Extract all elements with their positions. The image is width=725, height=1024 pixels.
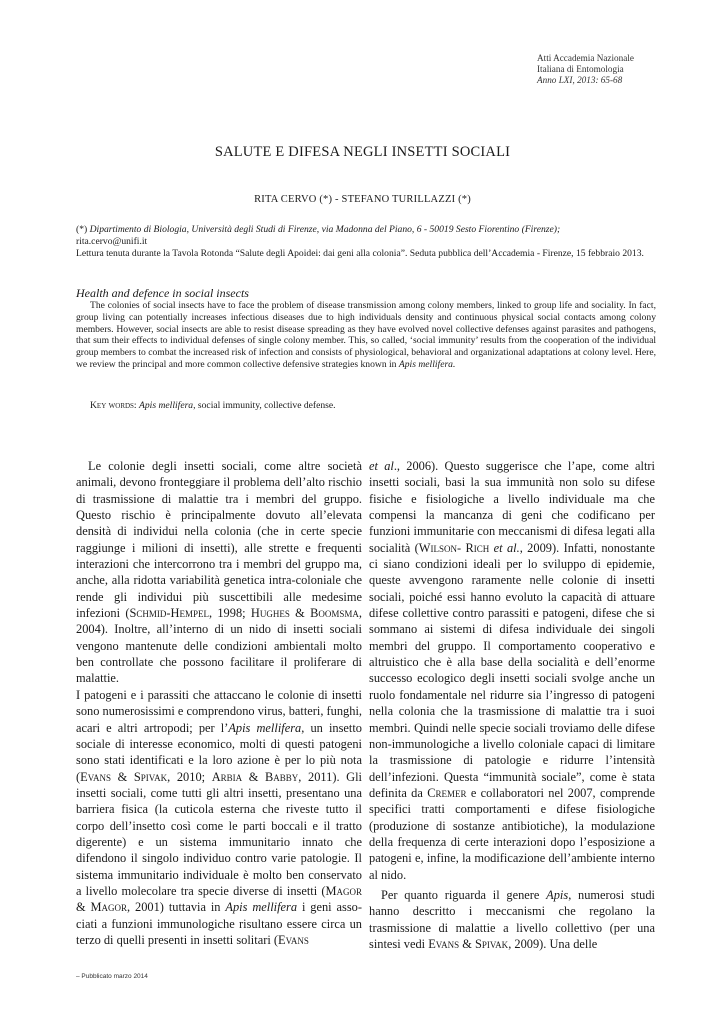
affiliation-note: Lettura tenuta durante la Tavola Rotonda “Salute degli Apoidei: dai geni alla colonia”. Seduta pubblica dell’Accademia - Firenze, 15 febbraio 2013. — [76, 247, 644, 259]
citation-author: Arbia & Babby — [211, 769, 299, 784]
body-text: , 2001) tuttavia in — [127, 900, 226, 915]
affiliation-mark: (*) — [76, 224, 88, 235]
body-text: , 2009). Una delle — [508, 936, 598, 951]
body-text: , 2010; — [167, 769, 212, 784]
body-text: , un insetto sociale di interesse economico, molti di questi patogeni sono stati identificati e la loro azione è per lo più nota ( — [76, 720, 362, 784]
abstract-heading: Health and defence in social insects — [76, 286, 249, 300]
body-column-left — [76, 458, 362, 948]
citation-author: Wilson- Rich — [418, 540, 494, 555]
citation-author: Evans & Spivak — [80, 769, 168, 784]
body-paragraph — [369, 887, 655, 952]
keywords-label: Key words: — [90, 400, 137, 411]
journal-line-2: Italiana di Entomologia — [537, 64, 624, 75]
citation-author: Magor & Magor — [76, 883, 362, 915]
body-text: , 1998; — [208, 606, 251, 621]
journal-header — [537, 53, 697, 87]
affiliation-email: rita.cervo@unifi.it — [76, 235, 148, 247]
body-text: Le colonie degli insetti sociali, come altre società animali, devono fronteggiare il problema dell’alto rischio di trasmissione di malattie tra i membri del gruppo. Questo rischio è principalmente dovuto all’elevata densità di individui nella colonia (che in certe specie raggiunge i milioni di insetti), alle strette e frequenti interazioni che intercorrono tra i membri del gruppo ma, anche, alla ridotta variabilità genetica intra-coloniale che rende gli individui più suscettibili alle medesime infezioni ( — [76, 459, 362, 621]
citation-etal: et al — [369, 459, 394, 473]
genus-name: Apis — [546, 887, 569, 902]
citation-author: Evans — [278, 932, 309, 947]
abstract-text — [76, 300, 656, 371]
body-text: I patogeni e i parassiti che attaccano le colonie di insetti sono numerosissimi e comprendono virus, batteri, funghi, acari e altri artropodi; per l’ — [76, 687, 362, 735]
body-paragraph — [369, 458, 655, 883]
body-text: , 2011). Gli insetti sociali, come tutti gli altri insetti, presentano una barriera fisica (la cuticola esterna che riveste tutto il corpo dell’insetto così come le parti boccali e il tratto digerente) e un sistema immunitario innato che difendono il singolo individuo contro varie patologie. Il sistema immunitario individuale è molto ben conservato a livello molecolare tra specie diverse di insetti ( — [76, 769, 362, 898]
paper-title: SALUTE E DIFESA NEGLI INSETTI SOCIALI — [214, 144, 511, 160]
abstract-body: The colonies of social insects have to face the problem of disease transmission among colony members, linked to group life and sociality. In fact, group living can potentially increases infectious diseases due to high individuals density and continuous physical social contacts among colony members. However, social insects are able to resist disease spreading as they have evolved novel collective defenses against parasites and pathogens, that sum their effects to individual defenses of single colony member. This, so called, ‘social immunity’ results from the cooperation of the individual group members to combat the increased risk of infection and consists of physiological, behavioral and organizational adaptations at colony level. Here, we review the principal and more common collective defensive strategies known in — [76, 300, 656, 370]
body-text: e collaboratori nel 2007, comprende specifici tratti comportamenti e difese fisiologiche (produzione di sostanze antibiotiche), la modulazione della frequenza di certe interazioni dopo l’esposizione a patogeni e, infine, la modificazione dell’ambiente interno al nido. — [369, 785, 655, 882]
citation-author: Evans & Spivak — [428, 936, 509, 951]
body-text: , numerosi studi hanno descritto i meccanismi che regolano la trasmissione di malattie a livello collettivo (per una sintesi vedi — [369, 887, 655, 951]
journal-line-1: Atti Accademia Nazionale — [537, 53, 634, 63]
citation-author: Cremer — [427, 785, 467, 800]
body-text: Per quanto riguarda il genere — [381, 887, 547, 902]
affiliation-block — [76, 224, 656, 259]
publication-footer: – Pubblicato marzo 2014 — [76, 973, 148, 980]
citation-author: Hughes & Boomsma — [250, 606, 359, 621]
keywords-line — [90, 400, 336, 411]
abstract-species: Apis mellifera. — [398, 358, 456, 370]
body-paragraph — [76, 458, 362, 687]
body-text: i geni associati a funzioni immunologiche risultano essere circa un terzo di quelli presenti in insetti solitari ( — [76, 900, 362, 947]
species-name: Apis mellifera — [228, 720, 302, 735]
journal-issue: Anno LXI, 2013: 65-68 — [537, 75, 623, 86]
citation-etal: et al. — [493, 540, 520, 555]
body-text: , 2004). Inoltre, all’interno di un nido di insetti sociali vengono mantenute delle condizioni ambientali molto ben controllate che possono facilitare il proliferare di malattie. — [76, 606, 362, 686]
paper-authors: RITA CERVO (*) - STEFANO TURILLAZZI (*) — [254, 194, 471, 205]
species-name: Apis mellifera — [225, 900, 298, 915]
body-text: ., 2006). Questo suggerisce che l’ape, come altri insetti sociali, basi la sua immunità non solo su difese fisiche e fisiologiche a livello individuale ma che compensi la mancanza di geni che codificano per funzioni immunitarie con meccanismi di difesa legati alla socialità ( — [369, 459, 655, 555]
body-column-right — [369, 458, 655, 952]
body-paragraph — [76, 687, 362, 949]
affiliation-dept: Dipartimento di Biologia, Università degli Studi di Firenze, via Madonna del Piano, 6 - 50019 Sesto Fiorentino (Firenze); — [89, 224, 561, 235]
keywords-rest: , social immunity, collective defense. — [193, 400, 336, 411]
body-text: , 2009). Infatti, nonostante ci siano condizioni ideali per lo sviluppo di epidemie, queste avvengono raramente nelle colonie di insetti sociali, poiché essi hanno evoluto la capacità di attuare difese collettive contro parassiti e patogeni, difese che si sommano ai sistemi di difesa individuale dei singoli membri del gruppo. Il comportamento cooperativo e altruistico che è alla base della socialità e dell’enorme successo ecologico degli insetti sociali svolge anche un ruolo fondamentale nel ridurre sia l’ingresso di patogeni nella colonia che la trasmissione di malattie tra i suoi membri. Quindi nelle specie sociali troviamo delle difese non-immunologiche a livello coloniale capaci di limitare la trasmissione di patologie e ridurre l’intensità dell’infezioni. Questa “immunità sociale”, come è stata definita da — [369, 540, 655, 800]
keywords-species: Apis mellifera — [139, 400, 194, 411]
citation-author: Schmid-Hempel — [129, 606, 209, 621]
